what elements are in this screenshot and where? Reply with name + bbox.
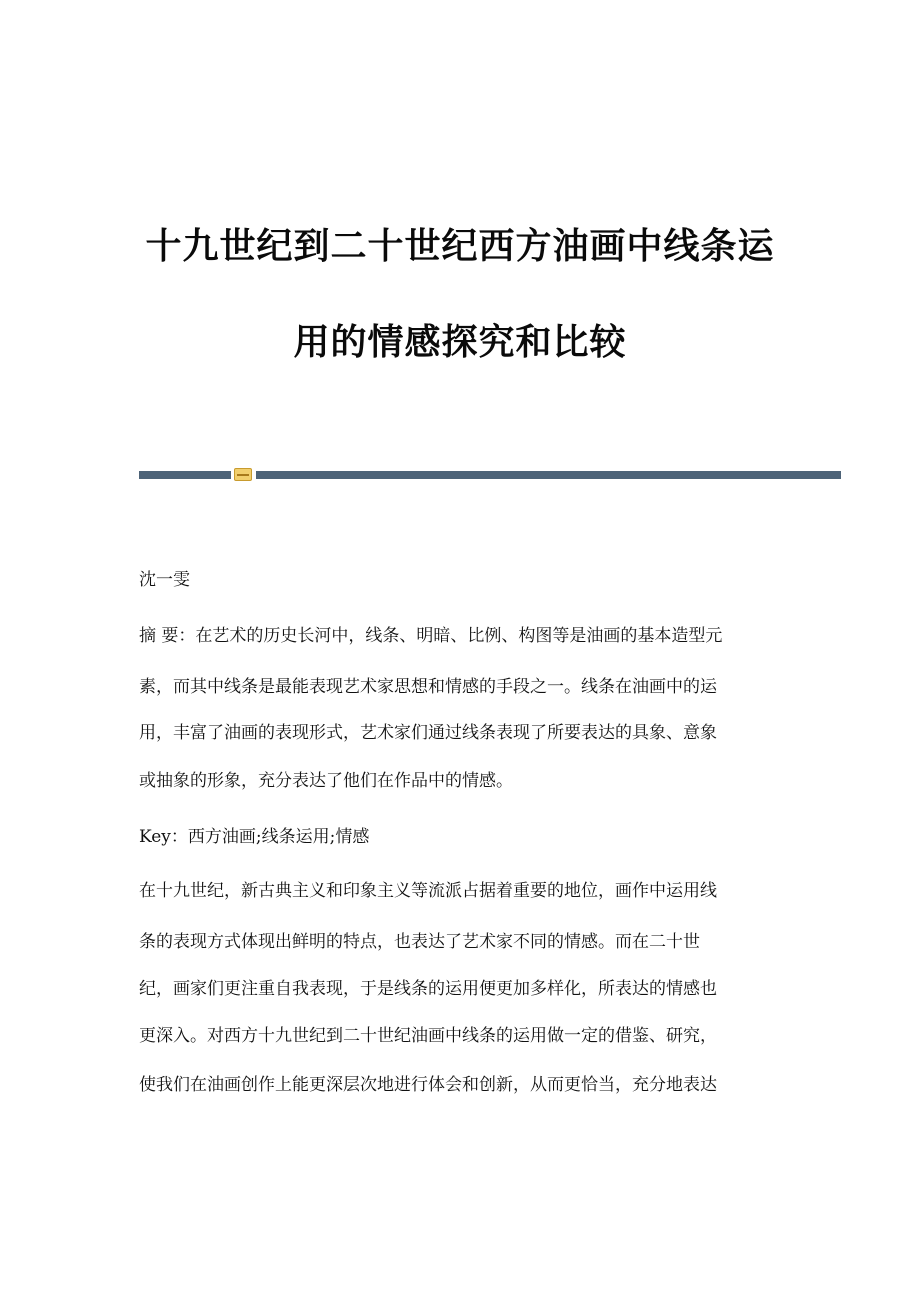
body-line: 条的表现方式体现出鲜明的特点，也表达了艺术家不同的情感。而在二十世 [139,932,700,952]
keywords: Key：西方油画;线条运用;情感 [139,827,370,847]
abstract-line: 或抽象的形象，充分表达了他们在作品中的情感。 [139,771,513,791]
abstract-line: 摘 要：在艺术的历史长河中，线条、明暗、比例、构图等是油画的基本造型元 [139,626,723,646]
title-line-2: 用的情感探究和比较 [293,322,627,363]
author-name: 沈一雯 [139,570,190,590]
divider-badge-icon [234,468,252,481]
abstract-line: 素，而其中线条是最能表现艺术家思想和情感的手段之一。线条在油画中的运 [139,677,717,697]
body-line: 纪，画家们更注重自我表现，于是线条的运用便更加多样化，所表达的情感也 [139,979,717,999]
body-line: 更深入。对西方十九世纪到二十世纪油画中线条的运用做一定的借鉴、研究， [139,1026,717,1046]
title-line-1: 十九世纪到二十世纪西方油画中线条运 [145,226,775,267]
body-line: 使我们在油画创作上能更深层次地进行体会和创新，从而更恰当，充分地表达 [139,1075,717,1095]
divider-left-bar [139,471,231,479]
abstract-line: 用，丰富了油画的表现形式，艺术家们通过线条表现了所要表达的具象、意象 [139,723,717,743]
body-line: 在十九世纪，新古典主义和印象主义等流派占据着重要的地位，画作中运用线 [139,881,717,901]
divider-right-bar [256,471,841,479]
